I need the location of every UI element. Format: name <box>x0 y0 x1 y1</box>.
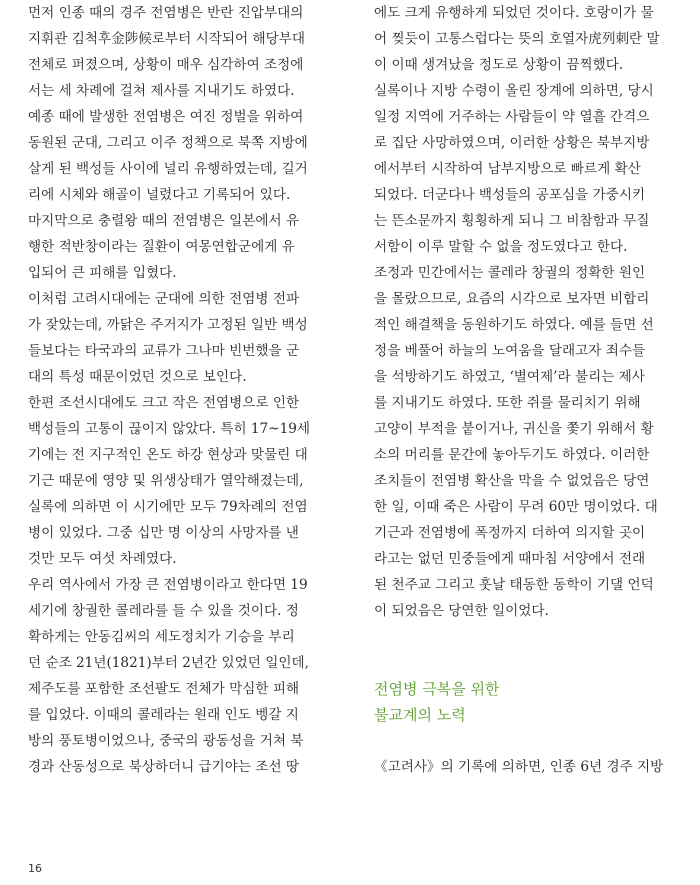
text-line: 전체로 퍼졌으며, 상황이 매우 심각하여 조정에 <box>28 57 304 73</box>
text-line: 에도 크게 유행하게 되었던 것이다. 호랑이가 물 <box>374 5 654 21</box>
text-line: 것만 모두 여섯 차례였다. <box>28 551 177 567</box>
text-line: 서함이 이루 말할 수 없을 정도였다고 한다. <box>374 239 628 255</box>
text-line: 방의 풍토병이었으나, 중국의 광동성을 거쳐 북 <box>28 733 304 749</box>
text-line: 기근 때문에 영양 및 위생상태가 열악해졌는데, <box>28 473 304 489</box>
text-line: 병이 있었다. 그중 십만 명 이상의 사망자를 낸 <box>28 525 299 541</box>
text-line: 로 집단 사망하였으며, 이러한 상황은 북부지방 <box>374 135 650 151</box>
text-line: 정을 베풀어 하늘의 노여움을 달래고자 죄수들 <box>374 343 646 359</box>
text-line: 고양이 부적을 붙이거나, 귀신을 쫓기 위해서 황 <box>374 421 654 437</box>
text-line: 백성들의 고통이 끊이지 않았다. 특히 17~19세 <box>28 421 311 437</box>
text-line: 조치들이 전염병 확산을 막을 수 없었음은 당연 <box>374 473 650 489</box>
text-line: 되었다. 더군다나 백성들의 공포심을 가중시키 <box>374 187 646 203</box>
spacer <box>374 624 674 650</box>
text-line: 는 뜬소문까지 횡횡하게 되니 그 비참함과 무질 <box>374 213 650 229</box>
text-line: 한편 조선시대에도 크고 작은 전염병으로 인한 <box>28 395 300 411</box>
text-line: 를 입었다. 이때의 콜레라는 원래 인도 벵갈 지 <box>28 707 299 723</box>
text-line: 던 순조 21년(1821)부터 2년간 있었던 일인데, <box>28 655 309 671</box>
spacer <box>374 728 674 754</box>
text-line: 가 잦았는데, 까닭은 주거지가 고정된 일반 백성 <box>28 317 308 333</box>
left-text-column <box>28 0 328 780</box>
text-line: 지휘관 김척후金陟候로부터 시작되어 해당부대 <box>28 31 305 47</box>
text-line: 이 되었음은 당연한 일이었다. <box>374 603 549 619</box>
page-number: 16 <box>28 862 42 875</box>
text-line: 에서부터 시작하여 남부지방으로 빠르게 확산 <box>374 161 641 177</box>
text-line: 기근과 전염병에 폭정까지 더하여 의지할 곳이 <box>374 525 646 541</box>
spacer <box>374 650 674 676</box>
text-line: 행한 적반창이라는 질환이 여몽연합군에게 유 <box>28 239 295 255</box>
text-line: 먼저 인종 때의 경주 전염병은 반란 진압부대의 <box>28 5 304 21</box>
text-line: 우리 역사에서 가장 큰 전염병이라고 한다면 19 <box>28 577 308 593</box>
text-line: 동원된 군대, 그리고 이주 정책으로 북쪽 지방에 <box>28 135 308 151</box>
text-line: 이 이때 생겨났을 정도로 상황이 끔찍했다. <box>374 57 624 73</box>
text-line: 을 몰랐으므로, 요즘의 시각으로 보자면 비합리 <box>374 291 650 307</box>
text-line: 을 석방하기도 하였고, ‘별여제’라 불리는 제사 <box>374 369 645 385</box>
text-line: 된 천주교 그리고 훗날 태동한 동학이 기댈 언덕 <box>374 577 654 593</box>
text-line: 예종 때에 발생한 전염병은 여진 정벌을 위하여 <box>28 109 304 125</box>
text-line: 세기에 창궐한 콜레라를 들 수 있을 것이다. 정 <box>28 603 299 619</box>
text-line: 경과 산동성으로 북상하더니 급기야는 조선 땅 <box>28 759 300 775</box>
text-line: 라고는 없던 민중들에게 때마침 서양에서 전래 <box>374 551 646 567</box>
text-line: 입되어 큰 피해를 입혔다. <box>28 265 177 281</box>
text-line: 조정과 민간에서는 콜레라 창궐의 정확한 원인 <box>374 265 646 281</box>
text-line: 리에 시체와 해골이 널렸다고 기록되어 있다. <box>28 187 291 203</box>
text-line: 이처럼 고려시대에는 군대에 의한 전염병 전파 <box>28 291 300 307</box>
text-line: 제주도를 포함한 조선팔도 전체가 막심한 피해 <box>28 681 300 697</box>
section-heading-line-2: 불교계의 노력 <box>374 706 466 724</box>
section-intro-line: 《고려사》의 기록에 의하면, 인종 6년 경주 지방 <box>374 759 664 775</box>
text-line: 를 지내기도 하였다. 또한 쥐를 물리치기 위해 <box>374 395 641 411</box>
text-line: 실록에 의하면 이 시기에만 모두 79차례의 전염 <box>28 499 308 515</box>
text-line: 적인 해결책을 동원하기도 하였다. 예를 들면 선 <box>374 317 654 333</box>
text-line: 확하게는 안동김씨의 세도정치가 기승을 부리 <box>28 629 295 645</box>
text-line: 한 일, 이때 죽은 사람이 무려 60만 명이었다. 대 <box>374 499 658 515</box>
text-line: 어 찢듯이 고통스럽다는 뜻의 호열자虎列刺란 말 <box>374 31 660 47</box>
right-text-column <box>374 0 674 780</box>
text-line: 살게 된 백성들 사이에 널리 유행하였는데, 길거 <box>28 161 308 177</box>
text-line: 마지막으로 충렬왕 때의 전염병은 일본에서 유 <box>28 213 300 229</box>
text-line: 서는 세 차례에 걸쳐 제사를 지내기도 하였다. <box>28 83 295 99</box>
text-line: 일정 지역에 거주하는 사람들이 약 열흘 간격으 <box>374 109 650 125</box>
text-line: 기에는 전 지구적인 온도 하강 현상과 맞물린 대 <box>28 447 308 463</box>
text-line: 실록이나 지방 수령이 올린 장계에 의하면, 당시 <box>374 83 654 99</box>
section-heading-line-1: 전염병 극복을 위한 <box>374 680 500 698</box>
text-line: 대의 특성 때문이었던 것으로 보인다. <box>28 369 247 385</box>
text-line: 들보다는 타국과의 교류가 그나마 빈번했을 군 <box>28 343 300 359</box>
text-line: 소의 머리를 문간에 놓아두기도 하였다. 이러한 <box>374 447 650 463</box>
